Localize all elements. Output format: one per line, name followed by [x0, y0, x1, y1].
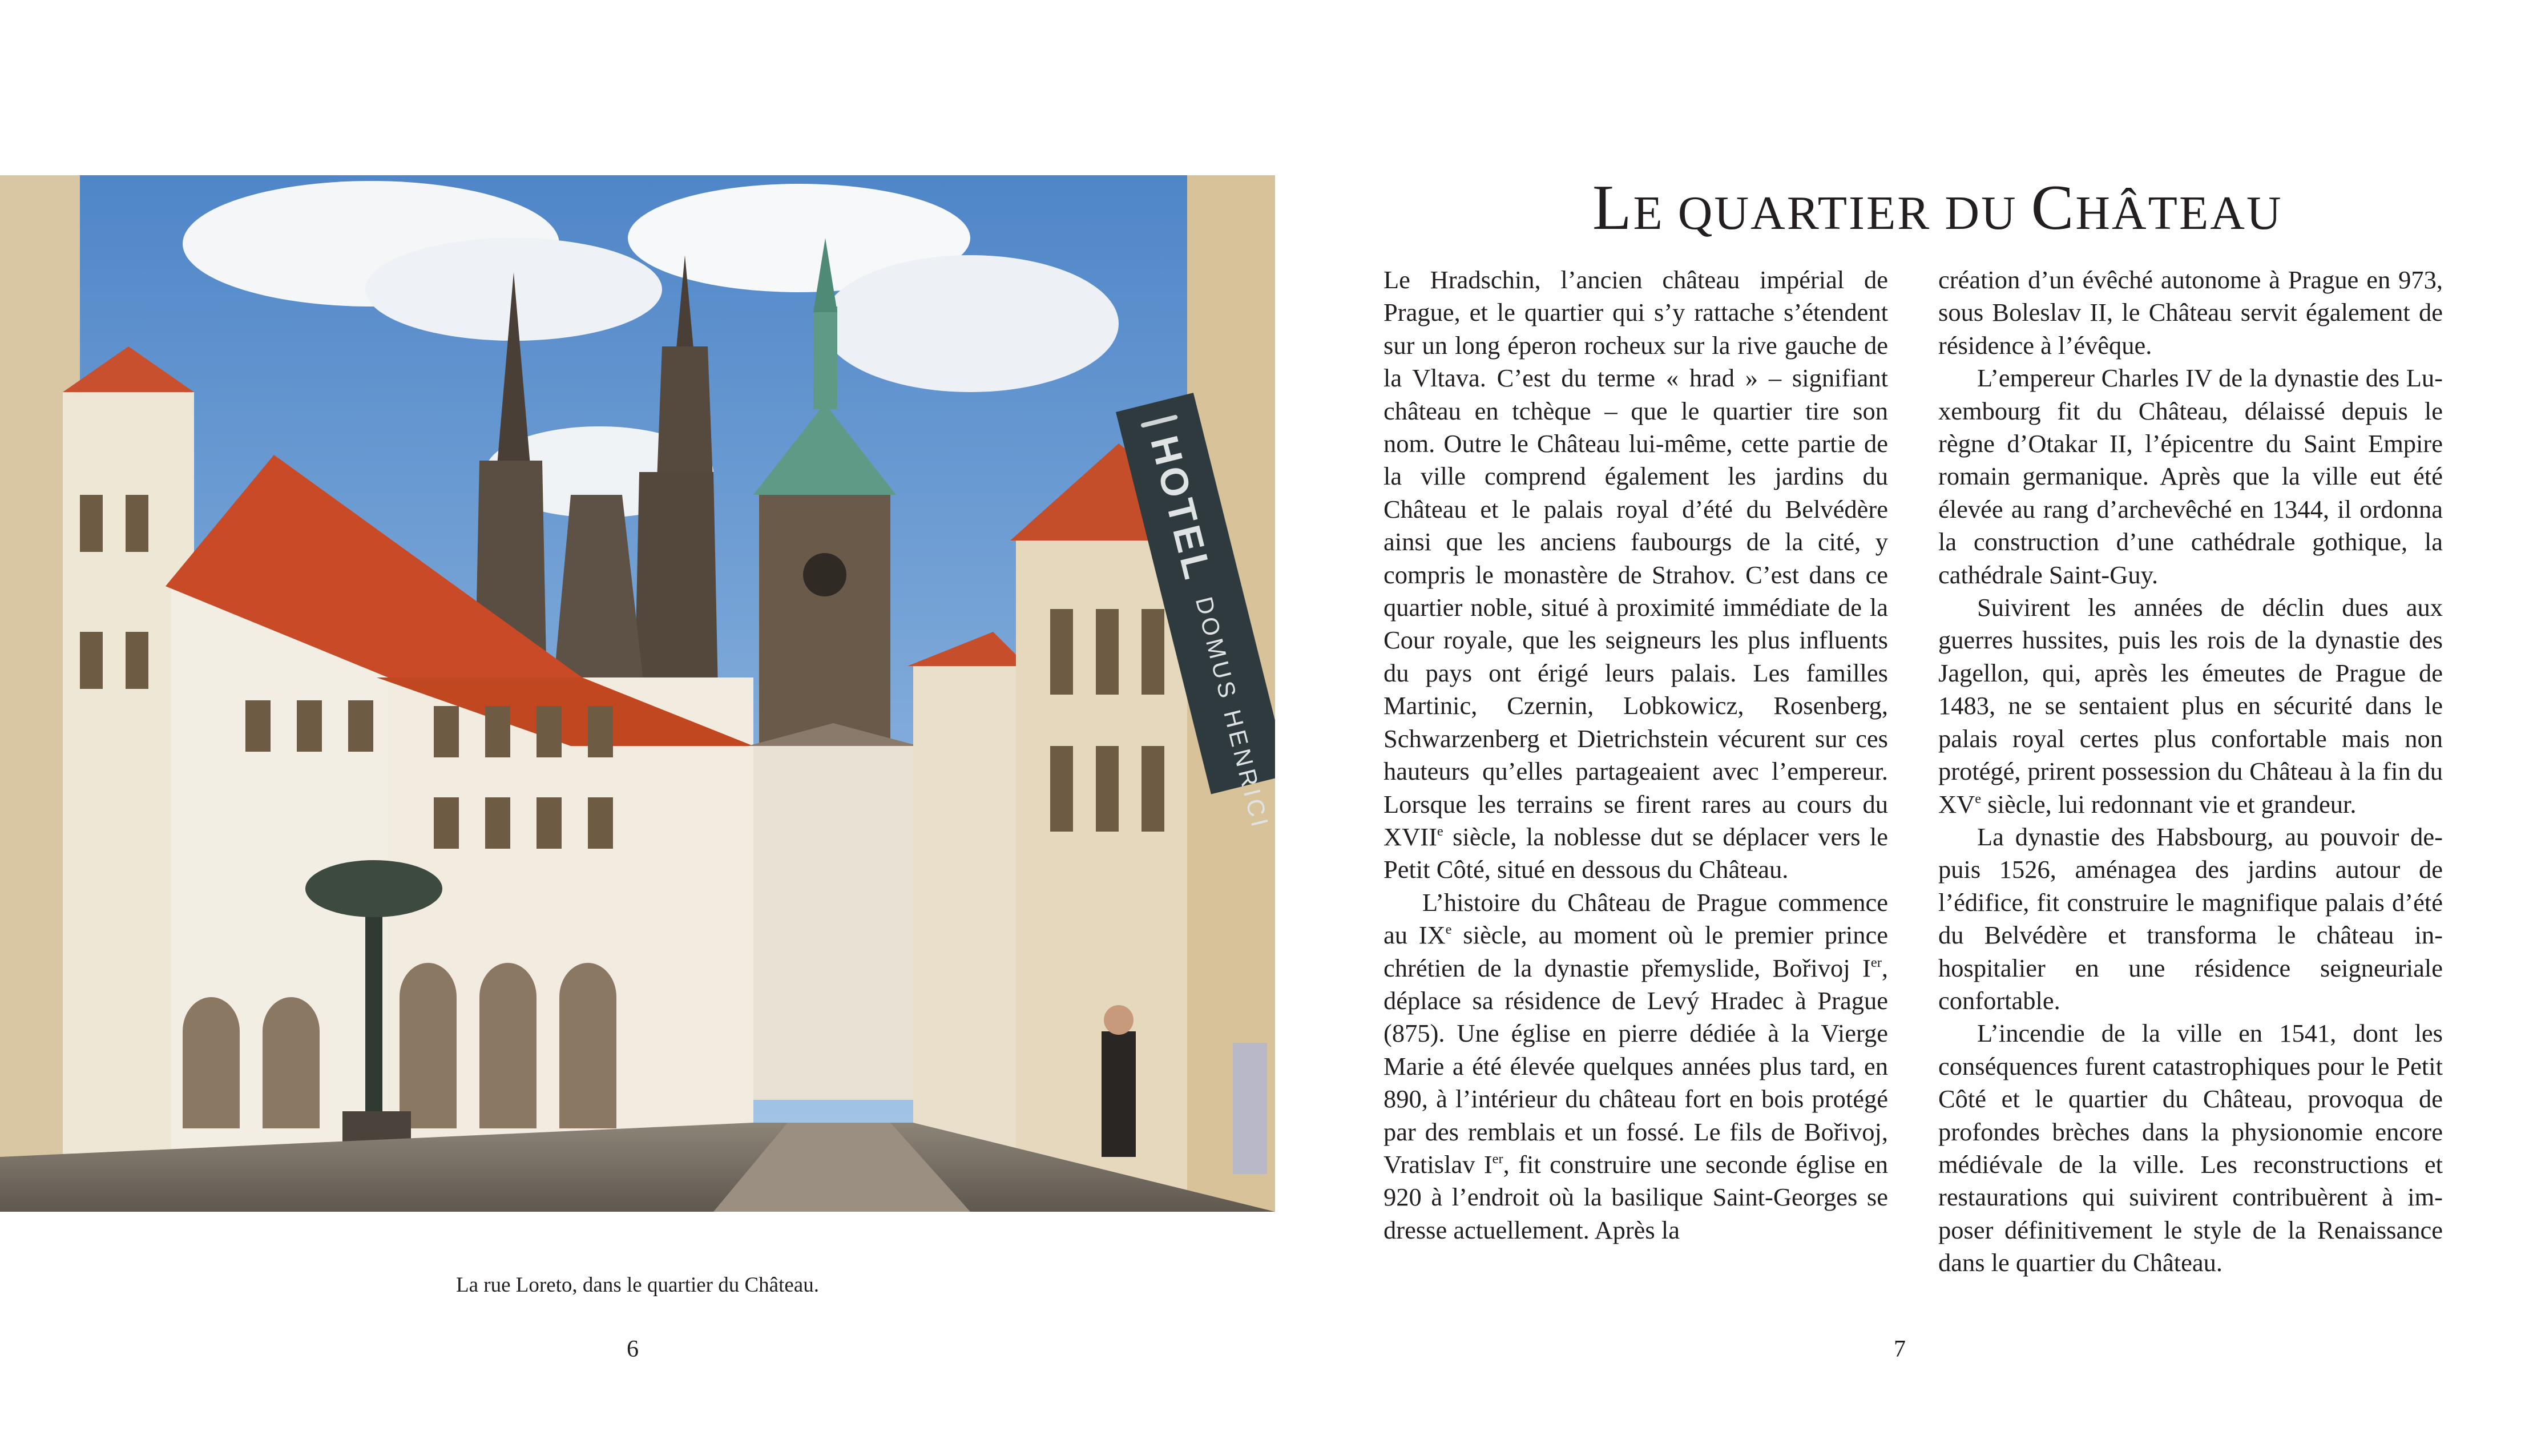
text-column-2	[1938, 264, 2443, 1280]
street-photo-illustration	[0, 175, 1275, 1212]
paragraph: création d’un évêché autonome à Prague en 973, sous Boleslav II, le Château servit également de résidence à l’évêque.	[1938, 265, 2443, 360]
paragraph: La dynastie des Habsbourg, au pouvoir depuis 1526, aménagea des jardins autour de l’édifice, fit construire le magnifique palais d’été du Belvédère et transforma le château inhospitalier en une résidence seigneuriale confortable.	[1938, 822, 2443, 1015]
paragraph: L’histoire du Château de Prague commence au IXe siècle, au moment où le premier prince chrétien de la dynastie přemyslide, Bořivoj Ier, déplace sa résidence de Levý Hradec à Prague (875). Une église en pierre dédiée à la Vierge Marie a été élevée quelques années plus tard, en 890, à l’intérieur du château fort en bois protégé par des remblais et un fossé. Le fils de Bořivoj, Vratislav Ier, fit construire une seconde église en 920 à l’endroit où la basilique Saint-Georges se dresse actuellement. Après la	[1383, 888, 1888, 1244]
hotel-sign-name: DOMUS HENRICI	[1190, 594, 1274, 833]
page-number-left: 6	[627, 1336, 639, 1362]
paragraph: L’empereur Charles IV de la dynastie des Luxembourg fit du Château, délaissé depuis le règne d’Otakar II, l’épicentre du Saint Empire romain germanique. Après que la ville eut été élevée au rang d’archevêché en 1344, il ordonna la construction d’une cathédrale gothique, la cathédrale Saint-Guy.	[1938, 364, 2443, 589]
paragraph: L’incendie de la ville en 1541, dont les conséquences furent catastrophiques pour le Petit Côté et le quartier du Château, provoqua de profondes brèches dans la physionomie encore médiévale de la ville. Les reconstructions et restaurations qui suivirent contribuèrent à imposer définitivement le style de la Renaissance dans le quartier du Château.	[1938, 1019, 2443, 1277]
photo-caption: La rue Loreto, dans le quartier du Château.	[456, 1273, 819, 1297]
page-number-right: 7	[1894, 1336, 1906, 1362]
hotel-logo-icon	[1140, 414, 1178, 428]
street-photo	[0, 175, 1275, 1212]
paragraph: Le Hradschin, l’ancien château impérial de Prague, et le quartier qui s’y rattache s’étendent sur un long éperon rocheux sur la rive gauche de la Vltava. C’est du terme « hrad » – signifiant château en tchèque – que le quartier tire son nom. Outre le Château lui-même, cette partie de la ville comprend également les jardins du Château et le palais royal d’été du Belvédère ainsi que les anciens faubourgs de la cité, y compris le monastère de Strahov. C’est dans ce quartier noble, situé à proximité immédiate de la Cour royale, que les seigneurs les plus influents du pays ont érigé leurs palais. Les familles Martinic, Czernin, Lobkowicz, Rosenberg, Schwarzenberg et Dietrichstein vécurent sur ces hauteurs qu’elles partageaient avec l’empereur. Lorsque les terrains se firent rares au cours du XVIIe siècle, la noblesse dut se déplacer vers le Petit Côté, situé en dessous du Château.	[1383, 265, 1888, 884]
hotel-sign-word: HOTEL	[1142, 431, 1220, 587]
paragraph: Suivirent les années de déclin dues aux guerres hussites, puis les rois de la dynastie des Jagellon, qui, après les émeutes de Prague de 1483, ne se sentaient plus en sécurité dans le palais royal certes plus confortable mais non protégé, prirent possession du Château à la fin du XVe siècle, lui redonnant vie et grandeur.	[1938, 593, 2443, 818]
chapter-title: LE QUARTIER DU CHÂTEAU	[1592, 172, 2283, 243]
text-column-1	[1383, 264, 1888, 1247]
